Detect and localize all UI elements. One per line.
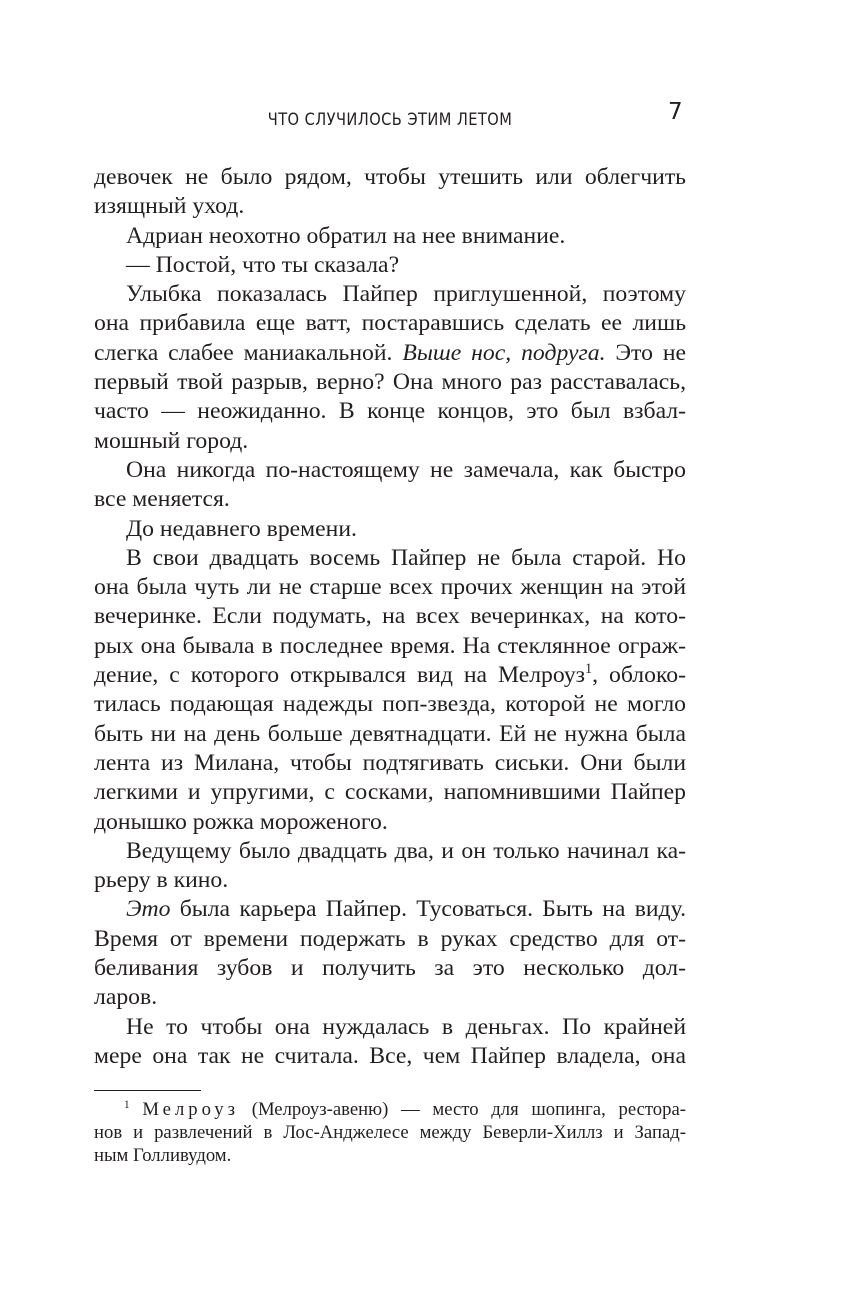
text-line: Не то чтобы она нуждалась в деньгах. По крайней — [126, 1013, 686, 1040]
text-fragment: дение, с которого открывался вид на Мелроуз — [94, 662, 586, 689]
text-line: лента из Милана, чтобы подтягивать сиськи. Они были — [94, 749, 686, 776]
text-line: До недавнего времени. — [126, 515, 357, 542]
text-line: вечеринке. Если подумать, на всех вечеринках, на кото- — [94, 603, 686, 630]
running-title: ЧТО СЛУЧИЛОСЬ ЭТИМ ЛЕТОМ — [267, 110, 513, 130]
text-line: мошный город. — [94, 427, 249, 454]
text-line: тилась подающая надежды поп-звезда, которой не могло — [94, 691, 686, 718]
text-line: Время от времени подержать в руках средство для от- — [94, 925, 686, 952]
text-line: Ведущему было двадцать два, и он только начинал ка- — [126, 837, 686, 864]
italic-phrase: Это — [126, 896, 171, 923]
text-line: изящный уход. — [94, 193, 245, 220]
text-fragment: Это не — [615, 339, 687, 366]
text-fragment: (Мелроуз-авеню) — место для шопинга, рестора- — [251, 1099, 686, 1120]
text-fragment: была карьера Пайпер. Тусоваться. Быть на виду. — [179, 896, 687, 923]
text-line: беливания зубов и получить за это несколько дол- — [94, 955, 686, 982]
text-line: часто — неожиданно. В конце концов, это был взбал- — [94, 398, 686, 425]
text-fragment: , облоко- — [592, 662, 686, 689]
footnote — [94, 1098, 686, 1168]
text-line: В свои двадцать восемь Пайпер не была старой. Но — [126, 544, 686, 571]
text-fragment — [94, 662, 686, 688]
page-number: 7 — [668, 99, 683, 125]
footnote-divider — [94, 1090, 201, 1091]
text-line — [94, 661, 686, 690]
text-line: легкими и упругими, с сосками, напомнившими Пайпер — [94, 779, 686, 806]
text-line: донышко рожка мороженого. — [94, 808, 388, 835]
footnote-ref: 1 — [585, 661, 593, 678]
footnote-line: нов и развлечений в Лос-Анджелесе между Беверли-Хиллз и Запад- — [94, 1122, 686, 1144]
text-line: Адриан неохотно обратил на нее внимание. — [126, 222, 566, 249]
text-line: Улыбка показалась Пайпер приглушенной, поэтому — [126, 281, 686, 308]
footnote-marker: 1 — [124, 1098, 130, 1111]
italic-phrase: Выше нос, подруга. — [402, 339, 606, 366]
text-line — [94, 895, 686, 924]
footnote-line: ным Голливудом. — [94, 1145, 232, 1167]
text-line: первый твой разрыв, верно? Она много раз расставалась, — [94, 369, 686, 396]
text-line: мере она так не считала. Все, чем Пайпер владела, она — [94, 1042, 686, 1069]
text-line: она была чуть ли не старше всех прочих женщин на этой — [94, 574, 686, 601]
text-fragment: слегка слабее маниакальной. — [94, 339, 393, 366]
text-line — [94, 339, 686, 368]
text-line: ларов. — [94, 984, 158, 1011]
footnote-line — [94, 1098, 686, 1121]
text-line: она прибавила еще ватт, постаравшись сделать ее лишь — [94, 310, 686, 337]
text-line: рьеру в кино. — [94, 867, 229, 894]
text-line: все меняется. — [94, 486, 230, 513]
text-line: девочек не было рядом, чтобы утешить или облегчить — [94, 164, 686, 190]
text-line: рых она бывала в последнее время. На стеклянное ограж- — [94, 632, 686, 659]
text-line: — Постой, что ты сказала? — [126, 251, 400, 278]
text-line: Она никогда по-настоящему не замечала, как быстро — [126, 456, 686, 483]
body-text — [94, 163, 686, 1071]
text-line: быть ни на день больше девятнадцати. Ей не нужна была — [94, 720, 686, 747]
footnote-term: Мелроуз — [142, 1099, 240, 1120]
